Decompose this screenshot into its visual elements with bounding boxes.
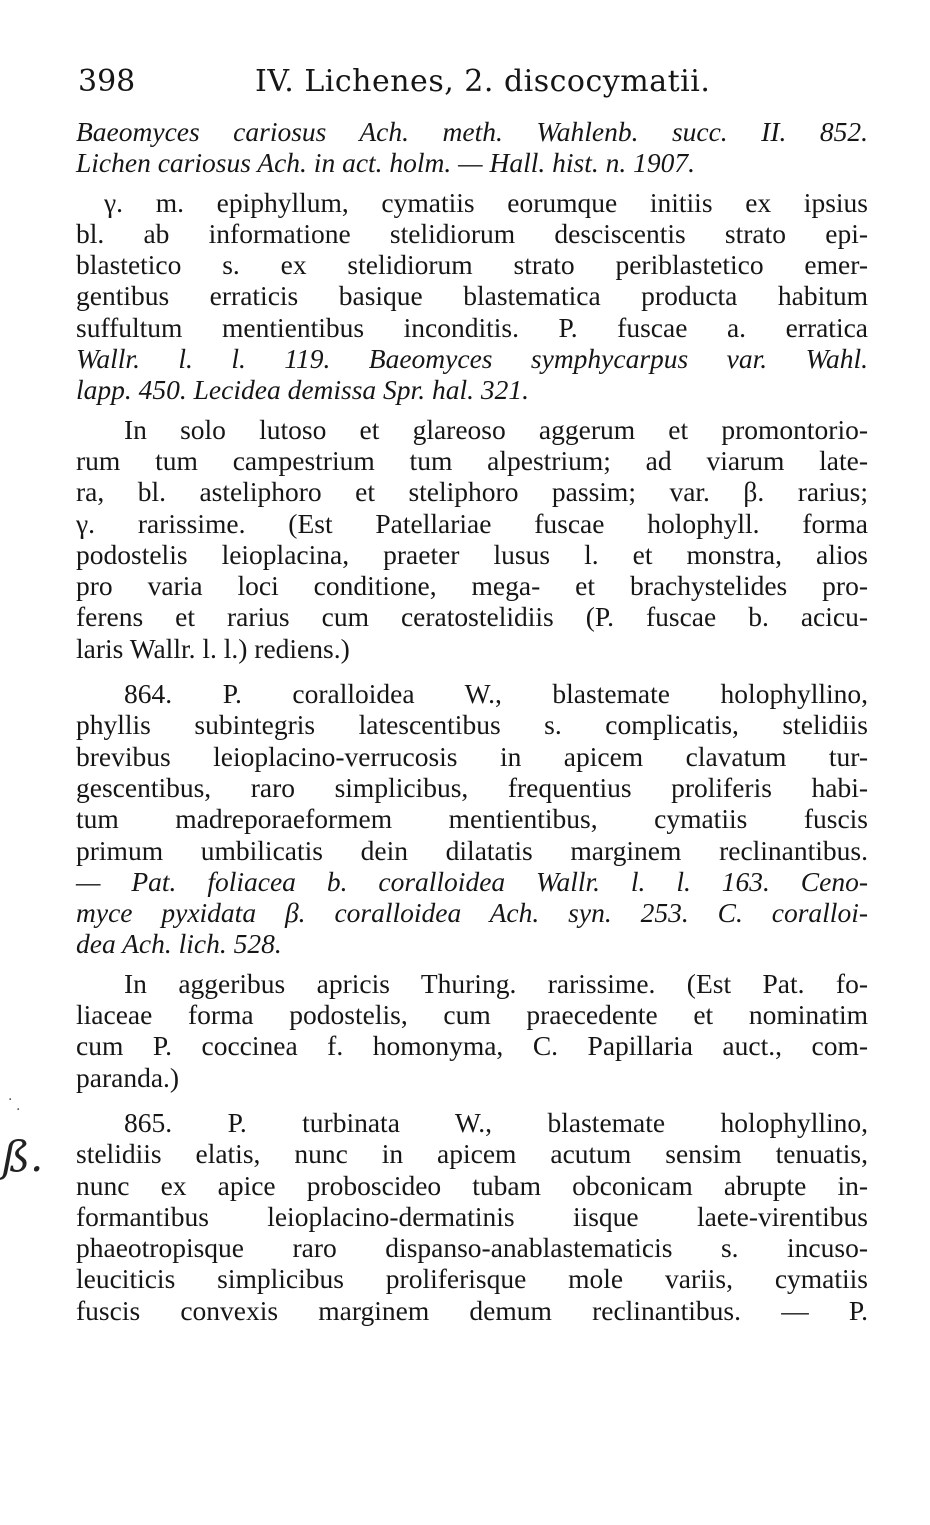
text-line: — Pat. foliacea b. coralloidea Wallr. l. l. 163. Ceno- <box>76 865 868 897</box>
text-line: In solo lutoso et glareoso aggerum et promontorio- <box>124 413 868 445</box>
page-number: 398 <box>78 64 136 99</box>
text-line: fuscis convexis marginem demum reclinantibus. — P. <box>76 1294 868 1326</box>
text-line: 864. P. coralloidea W., blastemate holophyllino, <box>124 678 868 710</box>
running-title: IV. Lichenes, 2. discocymatii. <box>255 64 711 99</box>
text-line: nunc ex apice proboscideo tubam obconicam abrupte in- <box>76 1169 868 1201</box>
text-line: ferens et rarius cum ceratostelidiis (P. fuscae b. acicu- <box>76 601 868 633</box>
text-line: suffultum mentientibus inconditis. P. fuscae a. erratica <box>76 311 868 343</box>
text-line: dea Ach. lich. 528. <box>76 928 282 960</box>
text-line: In aggeribus apricis Thuring. rarissime. (Est Pat. fo- <box>124 967 868 999</box>
text-line: Lichen cariosus Ach. in act. holm. — Hall. hist. n. 1907. <box>76 147 695 179</box>
text-line: γ. rarissime. (Est Patellariae fuscae holophyll. forma <box>76 507 868 539</box>
text-line: stelidiis elatis, nunc in apicem acutum sensim tenuatis, <box>76 1138 868 1170</box>
text-line: cum P. coccinea f. homonyma, C. Papillaria auct., com- <box>76 1030 868 1062</box>
text-line: gentibus erraticis basique blastematica producta habitum <box>76 280 868 312</box>
page-body-text <box>76 116 868 1326</box>
text-line: myce pyxidata β. coralloidea Ach. syn. 253. C. coralloi- <box>76 897 868 929</box>
text-line: tum madreporaeformem mentientibus, cymatiis fuscis <box>76 803 868 835</box>
text-line: 865. P. turbinata W., blastemate holophyllino, <box>124 1106 868 1138</box>
text-line: podostelis leioplacina, praeter lusus l. et monstra, alios <box>76 538 868 570</box>
text-line: brevibus leioplacino-verrucosis in apicem clavatum tur- <box>76 740 868 772</box>
margin-annotation: ß. <box>2 1132 44 1181</box>
text-line: paranda.) <box>76 1061 180 1093</box>
text-line: blastetico s. ex stelidiorum strato periblastetico emer- <box>76 249 868 281</box>
text-line: laris Wallr. l. l.) rediens.) <box>76 632 350 664</box>
text-line: formantibus leioplacino-dermatinis iisque laete-virentibus <box>76 1200 868 1232</box>
text-line: phyllis subintegris latescentibus s. complicatis, stelidiis <box>76 709 868 741</box>
margin-speck: · <box>8 1092 13 1108</box>
text-line: lapp. 450. Lecidea demissa Spr. hal. 321. <box>76 374 529 406</box>
text-line: Baeomyces cariosus Ach. meth. Wahlenb. succ. II. 852. <box>76 116 868 147</box>
text-line: bl. ab informatione stelidiorum desciscentis strato epi- <box>76 217 868 249</box>
text-line: γ. m. epiphyllum, cymatiis eorumque initiis ex ipsius <box>104 186 868 218</box>
text-line: liaceae forma podostelis, cum praecedente et nominatim <box>76 999 868 1031</box>
margin-speck: · <box>16 1102 21 1118</box>
text-line: phaeotropisque raro dispanso-anablastematicis s. incuso- <box>76 1232 868 1264</box>
page-header <box>78 60 878 104</box>
text-line: rum tum campestrium tum alpestrium; ad viarum late- <box>76 444 868 476</box>
text-line: primum umbilicatis dein dilatatis marginem reclinantibus. <box>76 834 868 866</box>
text-line: pro varia loci conditione, mega- et brachystelides pro- <box>76 570 868 602</box>
text-line: leuciticis simplicibus proliferisque mole variis, cymatiis <box>76 1263 868 1295</box>
text-line: Wallr. l. l. 119. Baeomyces symphycarpus var. Wahl. <box>76 343 868 375</box>
text-line: gescentibus, raro simplicibus, frequentius proliferis habi- <box>76 771 868 803</box>
text-line: ra, bl. asteliphoro et steliphoro passim; var. β. rarius; <box>76 476 868 508</box>
